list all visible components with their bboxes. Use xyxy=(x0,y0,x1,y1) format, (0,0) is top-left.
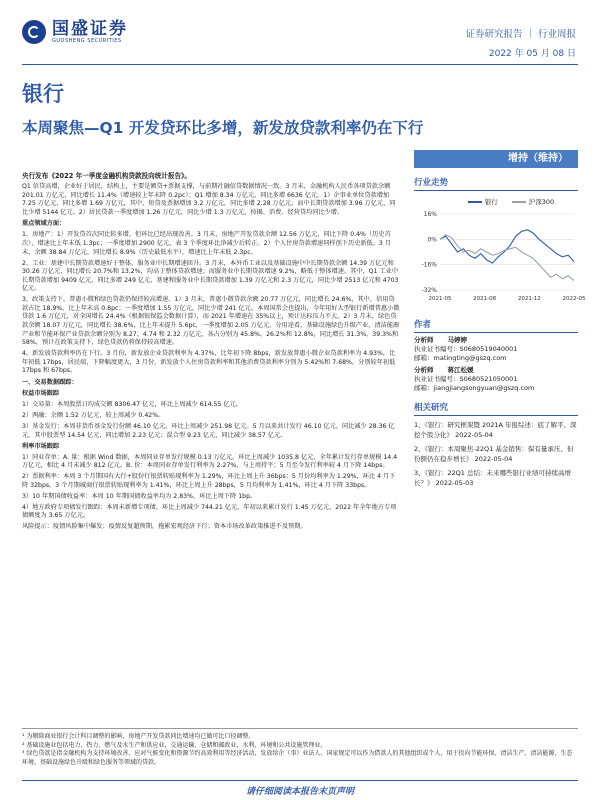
footer-divider xyxy=(22,780,578,781)
legend-item-bank: 银行 xyxy=(468,197,498,206)
related-report-link[interactable]: 3、《银行：22Q1 总结：未来哪些银行业绩可持续高增长？》 2022-05-03 xyxy=(414,469,571,487)
footnotes xyxy=(22,728,578,767)
y-tick-label: -32% xyxy=(421,287,437,294)
body-paragraph: 2）两融：余额 1.52 万亿元，较上周减少 0.42%。 xyxy=(22,411,165,419)
x-tick-label: 2021-12 xyxy=(517,296,541,302)
body-paragraph: 1）交易量：本周股票日均成交额 8306.47 亿元，环比上周减少 614.55 亿元。 xyxy=(22,400,242,408)
sector-title: 银行 xyxy=(22,82,64,106)
y-tick-label: -16% xyxy=(421,261,437,269)
related-section-title: 相关研究 xyxy=(414,401,578,416)
risk-paragraph: 风险提示：疫情风险集中爆发；疫情反复超预期，拖累宏观经济下行；资本市场改革政策推进不及预期。 xyxy=(22,523,307,531)
logo-en-text: GUOSHENG SECURITIES xyxy=(52,38,122,44)
body-paragraph: 3）基金发行：本周非货币基金发行份额 46.10 亿元，环比上周减少 251.98 亿元。5 月以来共计发行 46.10 亿元，同比减少 28.36 亿元。其中股票型 14.54 亿元，同比增加 2.23 亿元；混合型 9.23 亿元，同比减少 38.57 亿元。 xyxy=(22,422,395,439)
related-report-link[interactable]: 1、《银行：研究框架暨 2021A 年报综述：底了解平、深挖个股分化》 2022-05-04 xyxy=(414,421,577,439)
report-headline: 本周聚焦—Q1 开发贷环比多增，新发放贷款利率仍在下行 xyxy=(22,119,424,137)
body-paragraph: 4）地方政府专项债发行跟踪：本周未新增专项债，环比上周减少 744.21 亿元，年初以来累计发行 1.45 万亿元，2022 年全年地方专项债额度为 3.65 万亿元。 xyxy=(22,503,397,520)
trend-section-title: 行业走势 xyxy=(414,176,578,191)
x-tick-label: 2021-05 xyxy=(428,296,452,302)
x-tick-label: 2022-05 xyxy=(562,296,586,302)
section-heading: 重点领域方面： xyxy=(22,220,66,228)
rating-badge: 增持（维持） xyxy=(414,150,578,168)
lead-paragraph: 央行发布《2022 年一季度金融机构贷款投向统计报告》。 xyxy=(22,172,192,180)
series-line xyxy=(440,235,574,281)
author-cert: 执业证书编号：S0680521050001 xyxy=(414,375,518,383)
logo-cn-text: 国盛证券 xyxy=(52,19,128,39)
related-report-link[interactable]: 2、《银行：本周聚焦-22Q1 基金销售：保有量承压、但份额仍在稳步增长》 2022-05-04 xyxy=(414,445,574,463)
logo-icon xyxy=(22,20,46,44)
body-paragraph: Q1 信贷高增，企业好于居民，结构上，主要是额贷+票据支撑，与前期社融信贷数据情况一致。3 月末，金融机构人民币各项贷款余额 201.01 万亿元，同比增长 11.4%（增速较上年末降 0.2pc）；Q1 增加 8.34 万亿元，同比多增 6636 亿元。1）企事业单位贷款增加 7.25 万亿元，同比多增 1.69 万亿元，其中，短贷及票据增加 3.2 万亿元，同比多增 2.28 万亿元，而中长期贷款增加 3.96 万亿元，同比少增 5144 亿元。2）居民贷款一季度增加 1.26 万亿元，同比少增 1.3 万亿元，按揭、消费、经营贷均同比少增。 xyxy=(22,182,396,216)
author-email: 邮箱：jiangjiangsongyuan@gszq.com xyxy=(414,384,535,392)
footnote: ³ 绿色贷款是指金融机构为支持环境改善、应对气候变化和资源节约高效利用等经济活动，发放给企（事）业法人、国家规定可以作为借款人的其他组织或个人，用于投向节能环保、清洁生产、清洁能源、生态环境、基础设施绿色升级和绿色服务等领域的贷款。 xyxy=(22,750,573,766)
header-divider xyxy=(22,64,578,65)
body-paragraph: 4、新发放贷款利率仍在下行。3 月份，新发放企业贷款利率为 4.37%，比年初下降 8bps，新发放普惠小微企业贷款利率为 4.93%，比年初低 17bps，居民端，下降幅度更大，3 月份，新发放个人住房贷款利率和其他消费贷款利率分别为 5.42%和 7.68%，分别较年初低 17bps 和 67bps。 xyxy=(22,350,396,375)
legend-item-index: 沪深300 xyxy=(512,197,554,206)
author-section-title: 作者 xyxy=(414,318,578,333)
author-role: 分析师 xyxy=(414,366,434,374)
author-cert: 执业证书编号：S0680519040001 xyxy=(414,345,518,353)
body-paragraph: 3）10 年期国债收益率：本周 10 年期国债收益率均为 2.83%，环比上周下降 1bp。 xyxy=(22,492,257,500)
section-heading: 一、交易数据跟踪： xyxy=(22,379,78,387)
body-paragraph: 2）票据利率：本周 3 个月期国有大行+股份行银票转贴现利率为 1.29%，环比上周上升 36bps；5 月份均利率为 1.29%，环比 4 月下降 32bps。3 个月期城商行银票转贴现利率为 1.41%，环比上周上升 28bps，5 月均利率为 1.41%，环比 4 月下降 33bps。 xyxy=(22,473,396,489)
trend-chart xyxy=(414,208,586,308)
body-paragraph: 2、工业：基建中长期贷款增速好于整体，服务业中长期增速回升。3 月末，本外币工业以及基础设施中中长期贷款余额 14.39 万亿元和 30.26 万亿元，同比增长 20.7%和 13.2%，均高于整体贷款增速；而服务业中长期贷款增速 9.2%，略低于整体增速。其中，Q1 工业中长期贷款增加 9409 亿元，同比多增 249 亿元，基建和服务业中长期贷款增加 1.39 万亿元和 2.3 万亿元，同比少增 2513 亿元和 4703 亿元。 xyxy=(22,259,399,293)
body-paragraph: 1）同业存单：A. 量：根据 Wind 数据，本周同业存单发行规模 0.13 万亿元，环比上周减少 1035.8 亿元，全年累计发行存单规模 14.4 万亿元，相比 4 月末减少 812 亿元。B. 价：本周同业存单发行利率为 2.27%，与上周持平；5 月至今发行利率较 4 月下降 14bps。 xyxy=(22,453,398,470)
footer-disclaimer: 请仔细阅读本报告末页声明 xyxy=(245,787,354,797)
author-role: 分析师 xyxy=(414,336,434,344)
author-2 xyxy=(414,366,578,393)
main-body xyxy=(22,150,400,534)
company-logo xyxy=(22,20,128,44)
series-line xyxy=(440,230,574,263)
author-name: 蒋江松媛 xyxy=(447,366,474,374)
author-email: 邮箱：matingting@gszq.com xyxy=(414,354,507,362)
subsection-heading: 权益市场跟踪 xyxy=(22,390,60,397)
subsection-heading: 利率市场跟踪 xyxy=(22,442,60,450)
body-paragraph: 3、政策支持下，普惠小微和绿色贷款仍保持较高增速。1）3 月末，普惠小微贷款余额 20.77 万亿元，同比增长 24.6%，其中，信用贷款占比 18.9%，比上年末高 0.8pc；一季度增加 1.55 万亿元，同比少增 241 亿元。本周国常会也提出，今年用好大型银行新增普惠小微贷款 1.6 万亿元，对全国增长 24.4%（根据银保监会数据计算），而 2021 年增速在 35%以上，预计达标压力不大。2）3 月末，绿色贷款余额 18.07 万亿元，同比增长 38.6%，比上年末提升 5.6pc，一季度增加 2.05 万亿元。分用途看，基础设施绿色升级产业，清洁能源产业和节能环保产业贷款余额分别为 8.27、4.74 和 2.32 万亿元，各占分别为 45.8%、26.2%和 12.8%，同比增长 31.3%、39.3%和 58%，预计在政策支持下，绿色贷款仍将保持较高增速。 xyxy=(22,296,400,347)
y-tick-label: 0% xyxy=(427,236,437,244)
chart-legend xyxy=(444,197,578,206)
body-paragraph: 1、房地产：1）开发贷首次同比转多增，但环比已经出现改善。3 月末，房地产开发贷款余额 12.56 万亿元，同比下降 0.4%（历史首次），增速比上年末低 1.3pc；一季度增加 2900 亿元，表 3 个季度环比净减少后转正。2）个人住房贷款增速同样创下历史新低。3 月末，余额 38.84 万亿元，同比增长 8.9%（历史最低水平），增速比上年末低 2.3pc。 xyxy=(22,231,391,256)
footnote: ¹ 为剔除商业银行会计科目调整的影响，房地产开发贷款同比增速均已做可比口径调整。 xyxy=(22,733,255,740)
author-1 xyxy=(414,336,578,363)
y-tick-label: 16% xyxy=(423,211,437,218)
report-date: 2022 年 05 月 08 日 xyxy=(488,49,576,59)
author-name: 马婷婷 xyxy=(447,336,467,344)
page-header xyxy=(0,0,600,70)
sidebar xyxy=(414,176,586,492)
x-tick-label: 2021-08 xyxy=(473,296,497,302)
footnote: ² 基础设施业包括电力、热力、燃气及水生产和供应业，交通运输、仓储和邮政业，水利、环境和公共设施管理业。 xyxy=(22,741,327,749)
report-category: 证券研究报告 ｜ 行业周报 xyxy=(465,29,576,40)
